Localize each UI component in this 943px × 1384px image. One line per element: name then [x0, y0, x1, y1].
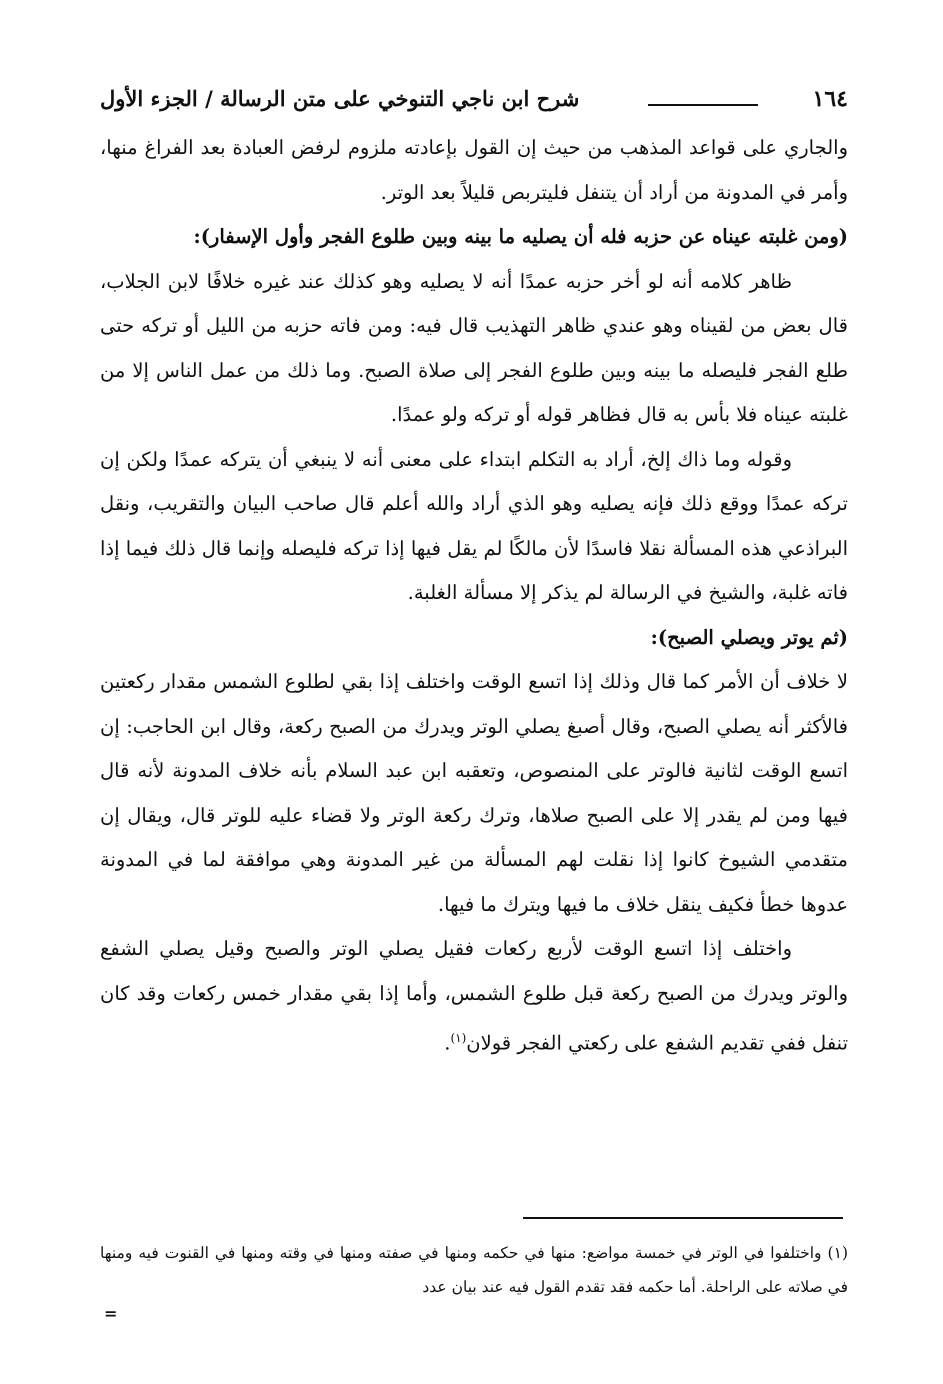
paragraph: والجاري على قواعد المذهب من حيث إن القول بإعادته ملزوم لرفض العبادة بعد الفراغ منها، وأمر في المدونة من أراد أن يتنفل فليتربص قليلاً بعد الوتر.: [100, 136, 848, 204]
section-heading: (ثم يوتر ويصلي الصبح):: [650, 625, 848, 649]
section-heading: (ومن غلبته عيناه عن حزبه فله أن يصليه ما بينه وبين طلوع الفجر وأول الإسفار):: [193, 225, 848, 248]
continuation-mark: =: [104, 1304, 118, 1323]
page-number: ١٦٤: [812, 86, 848, 112]
paragraph: [100, 927, 848, 1066]
paragraph: لا خلاف أن الأمر كما قال وذلك إذا اتسع الوقت واختلف إذا بقي لطلوع الشمس مقدار ركعتين فالأكثر أنه يصلي الصبح، وقال أصبغ يصلي الوتر ويدرك من الصبح ركعة، وقال ابن الحاجب: إن اتسع الوقت لثانية فالوتر على المنصوص، وتعقبه ابن عبد السلام بأنه خلاف المدونة لأنه قال فيها ومن لم يقدر إلا على الصبح صلاها، وترك ركعة الوتر ولا قضاء عليه للوتر قال، ويقال إن متقدمي الشيوخ كانوا إذا نقلت لهم المسألة من غير المدونة وهي موافقة لما في المدونة عدوها خطأ فكيف ينقل خلاف ما فيها ويترك ما فيها.: [100, 670, 848, 916]
page-header: [100, 86, 848, 122]
paragraph: ظاهر كلامه أنه لو أخر حزبه عمدًا أنه لا يصليه وهو كذلك عند غيره خلافًا لابن الجلاب، قال بعض من لقيناه وهو عندي ظاهر التهذيب قال فيه: ومن فاته حزبه من الليل أو تركه حتى طلع الفجر فليصله ما بينه وبين طلوع الفجر إلى صلاة الصبح. وما ذلك من عمل الناس إلا من غلبته عيناه فلا بأس به قال فظاهر قوله أو تركه ولو عمدًا.: [100, 269, 848, 426]
body-text: [100, 126, 848, 1066]
footnote-separator: [523, 1217, 843, 1219]
running-title: شرح ابن ناجي التنوخي على متن الرسالة / الجزء الأول: [100, 86, 580, 111]
paragraph-text: واختلف إذا اتسع الوقت لأربع ركعات فقيل يصلي الوتر والصبح وقيل يصلي الشفع والوتر ويدرك من الصبح ركعة قبل طلوع الشمس، وأما إذا بقي مقدار خمس ركعات وقد كان تنفل ففي تقديم الشفع على ركعتي الفجر قولان: [100, 937, 848, 1055]
footnote-reference[interactable]: (١): [450, 1031, 467, 1045]
paragraph-tail: .: [444, 1031, 451, 1055]
header-rule: [648, 104, 758, 106]
footnotes: [100, 1236, 848, 1304]
footnote: (١) واختلفوا في الوتر في خمسة مواضع: منها في حكمه ومنها في صفته ومنها في وقته ومنها في القنوت فيه ومنها في صلاته على الراحلة. أما حكمه فقد تقدم القول فيه عند بيان عدد: [100, 1244, 848, 1296]
paragraph: وقوله وما ذاك إلخ، أراد به التكلم ابتداء على معنى أنه لا ينبغي أن يتركه عمدًا ولكن إن تركه عمدًا ووقع ذلك فإنه يصليه وهو الذي أراد والله أعلم قال صاحب البيان والتقريب، ونقل البراذعي هذه المسألة نقلا فاسدًا لأن مالكًا لم يقل فيها إذا تركه فليصله وإنما قال ذلك فيما إذا فاته غلبة، والشيخ في الرسالة لم يذكر إلا مسألة الغلبة.: [100, 447, 848, 604]
